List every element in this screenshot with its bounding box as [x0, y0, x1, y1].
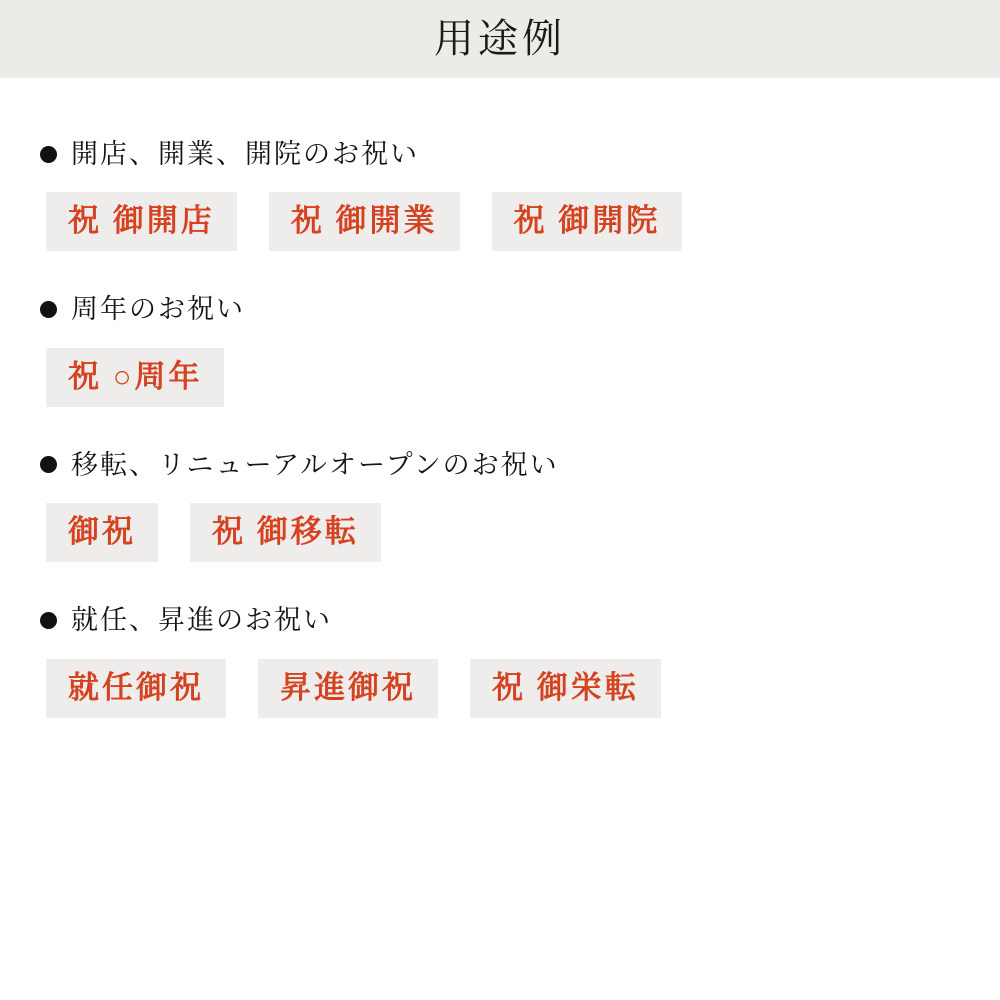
section-heading — [40, 604, 1000, 636]
phrase-chip-row — [46, 192, 1000, 251]
usage-section — [0, 449, 1000, 562]
section-heading — [40, 293, 1000, 325]
phrase-chip: 昇進御祝 — [258, 659, 438, 718]
phrase-chip: 祝 御開業 — [269, 192, 460, 251]
phrase-chip: 祝 御移転 — [190, 503, 381, 562]
bullet-dot-icon — [40, 146, 57, 163]
page-header — [0, 0, 1000, 78]
section-heading-label: 移転、リニューアルオープンのお祝い — [71, 449, 559, 480]
usage-section — [0, 293, 1000, 406]
phrase-chip: 御祝 — [46, 503, 158, 562]
phrase-chip: 祝 御栄転 — [470, 659, 661, 718]
section-heading — [40, 138, 1000, 170]
phrase-chip-row — [46, 659, 1000, 718]
phrase-chip: 就任御祝 — [46, 659, 226, 718]
section-heading-label: 周年のお祝い — [71, 294, 245, 325]
phrase-chip: 祝 御開店 — [46, 192, 237, 251]
usage-section — [0, 138, 1000, 251]
bullet-dot-icon — [40, 456, 57, 473]
section-heading-label: 就任、昇進のお祝い — [71, 605, 332, 636]
section-heading-label: 開店、開業、開院のお祝い — [71, 139, 419, 169]
phrase-chip-row — [46, 348, 1000, 407]
phrase-chip-row — [46, 503, 1000, 562]
usage-section — [0, 604, 1000, 717]
bullet-dot-icon — [40, 612, 57, 629]
page-title: 用途例 — [434, 16, 566, 61]
phrase-chip: 祝 御開院 — [492, 192, 683, 251]
section-heading — [40, 449, 1000, 481]
phrase-chip: 祝 ○周年 — [46, 348, 224, 407]
bullet-dot-icon — [40, 301, 57, 318]
sections-container — [0, 78, 1000, 718]
